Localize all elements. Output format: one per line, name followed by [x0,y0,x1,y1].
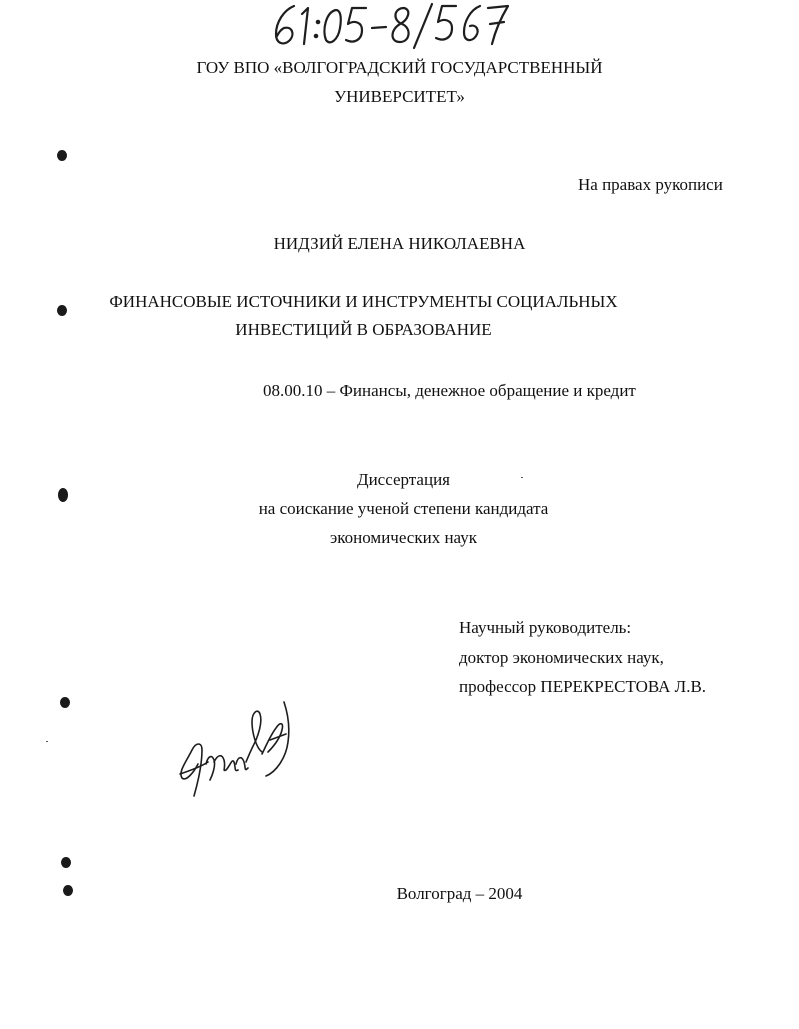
supervisor-line-1: Научный руководитель: [459,618,632,637]
degree-line-2: на соискание ученой степени кандидата [258,499,549,518]
punch-hole-mark [60,697,70,708]
punch-hole-mark [61,857,71,868]
title-line-1: ФИНАНСОВЫЕ ИСТОЧНИКИ И ИНСТРУМЕНТЫ СОЦИАЛЬНЫХ [109,292,618,311]
scan-speck [46,741,48,742]
specialty-code: 08.00.10 – Финансы, денежное обращение и кредит [263,381,636,400]
punch-hole-mark [57,150,67,161]
supervisor-line-2: доктор экономических наук, [459,648,664,667]
punch-hole-mark [57,305,67,316]
supervisor-line-3: профессор ПЕРЕКРЕСТОВА Л.В. [459,677,707,696]
place-year: Волгоград – 2004 [396,884,523,903]
author-name: НИДЗИЙ ЕЛЕНА НИКОЛАЕВНА [273,234,526,253]
institution-line-1: ГОУ ВПО «ВОЛГОГРАДСКИЙ ГОСУДАРСТВЕННЫЙ [196,58,603,77]
manuscript-note: На правах рукописи [578,175,723,194]
scan-speck [521,477,523,478]
punch-hole-mark [58,488,68,502]
institution-line-2: УНИВЕРСИТЕТ» [334,87,465,106]
title-line-2: ИНВЕСТИЦИЙ В ОБРАЗОВАНИЕ [235,320,492,339]
degree-line-3: экономических наук [329,528,478,547]
punch-hole-mark [63,885,73,896]
handwritten-archive-code [262,0,512,52]
degree-line-1: Диссертация [356,470,450,489]
signature [172,692,302,804]
